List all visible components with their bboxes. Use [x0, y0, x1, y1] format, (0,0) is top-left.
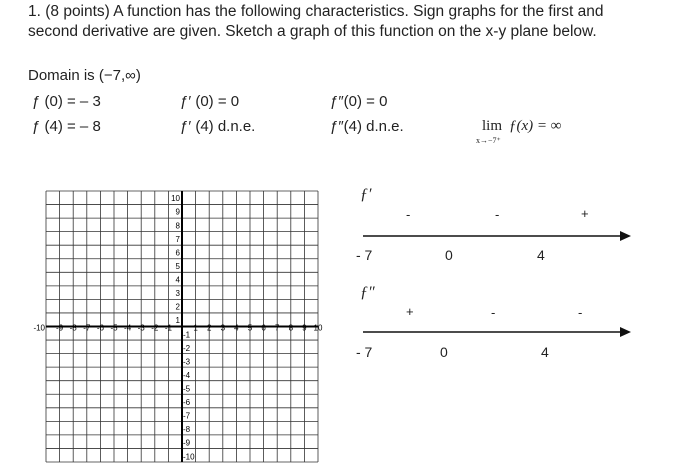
- y-tick-label: -10: [183, 452, 195, 462]
- limit-operator: lim: [482, 118, 503, 134]
- fprime-point-0: 0: [445, 247, 453, 263]
- question-line-2: second derivative are given. Sketch a graph of this function on the x-y plane below.: [28, 23, 597, 40]
- condition-fdoubleprime-0: ƒ″(0) = 0: [330, 93, 388, 110]
- x-tick-label: 1: [193, 323, 198, 333]
- x-tick-label: 3: [220, 323, 226, 333]
- fdoubleprime-point-4: 4: [541, 344, 549, 360]
- fprime-point-neg7: - 7: [356, 247, 373, 263]
- y-tick-label: -9: [183, 438, 191, 448]
- fdoubleprime-chart-label: ƒ″: [360, 284, 375, 301]
- x-tick-label: 6: [261, 323, 266, 333]
- x-tick-label: -1: [164, 323, 172, 333]
- fdoubleprime-sign-1: +: [406, 304, 414, 319]
- y-tick-label: -5: [183, 384, 191, 394]
- condition-fprime-4: ƒ′ (4) d.n.e.: [180, 118, 256, 135]
- fprime-chart-label: ƒ′: [360, 186, 372, 203]
- fprime-sign-1: -: [406, 207, 411, 222]
- x-tick-label: -2: [151, 323, 159, 333]
- y-tick-label: 2: [175, 302, 180, 312]
- y-tick-label: 9: [175, 207, 180, 217]
- domain-text: Domain is (−7,∞): [28, 67, 141, 84]
- x-tick-label: 10: [313, 323, 323, 333]
- x-tick-label: 8: [288, 323, 294, 333]
- y-tick-label: -2: [183, 343, 191, 353]
- y-tick-label: -6: [183, 398, 191, 408]
- fdoubleprime-arrowhead: [620, 327, 631, 337]
- fdoubleprime-point-neg7: - 7: [356, 344, 373, 360]
- fprime-point-4: 4: [537, 247, 545, 263]
- y-tick-label: 7: [175, 234, 180, 244]
- x-tick-label: -8: [69, 323, 77, 333]
- x-tick-label: 7: [274, 323, 280, 333]
- fdoubleprime-sign-2: -: [491, 305, 496, 320]
- fprime-sign-3: +: [581, 206, 589, 221]
- condition-f-4: ƒ (4) = – 8: [32, 118, 101, 135]
- y-tick-label: 3: [175, 289, 180, 299]
- y-tick-label: 1: [175, 316, 180, 326]
- x-tick-label: -6: [96, 323, 104, 333]
- y-tick-label: -8: [183, 425, 191, 435]
- y-tick-label: -3: [183, 357, 191, 367]
- condition-fdoubleprime-4: ƒ″(4) d.n.e.: [330, 118, 404, 135]
- limit-expression: ƒ(x) = ∞: [509, 118, 562, 134]
- fprime-arrowhead: [620, 231, 631, 241]
- fprime-sign-2: -: [495, 207, 500, 222]
- question-line-1: 1. (8 points) A function has the following characteristics. Sign graphs for the first and: [28, 3, 604, 20]
- x-tick-label: 5: [247, 323, 253, 333]
- x-tick-label: -4: [124, 323, 132, 333]
- x-tick-label: -10: [33, 323, 45, 333]
- y-tick-label: -4: [183, 370, 191, 380]
- y-tick-label: -7: [183, 411, 191, 421]
- y-tick-label: 6: [175, 248, 180, 258]
- x-tick-label: -5: [110, 323, 118, 333]
- condition-fprime-0: ƒ′ (0) = 0: [180, 93, 240, 110]
- x-tick-label: -7: [83, 323, 91, 333]
- y-tick-label: 10: [171, 194, 180, 204]
- fdoubleprime-point-0: 0: [440, 344, 448, 360]
- fdoubleprime-sign-3: -: [578, 305, 583, 320]
- y-tick-label: 5: [175, 261, 180, 271]
- limit-subscript: x→−7⁺: [476, 136, 501, 145]
- x-tick-label: 2: [206, 323, 212, 333]
- y-tick-label: 4: [175, 275, 180, 285]
- condition-f-0: ƒ (0) = – 3: [32, 93, 101, 110]
- y-tick-label: -1: [183, 330, 191, 340]
- x-tick-label: -9: [56, 323, 64, 333]
- x-tick-label: 9: [302, 323, 307, 333]
- x-tick-label: 4: [234, 323, 239, 333]
- x-tick-label: -3: [137, 323, 145, 333]
- y-tick-label: 8: [175, 221, 180, 231]
